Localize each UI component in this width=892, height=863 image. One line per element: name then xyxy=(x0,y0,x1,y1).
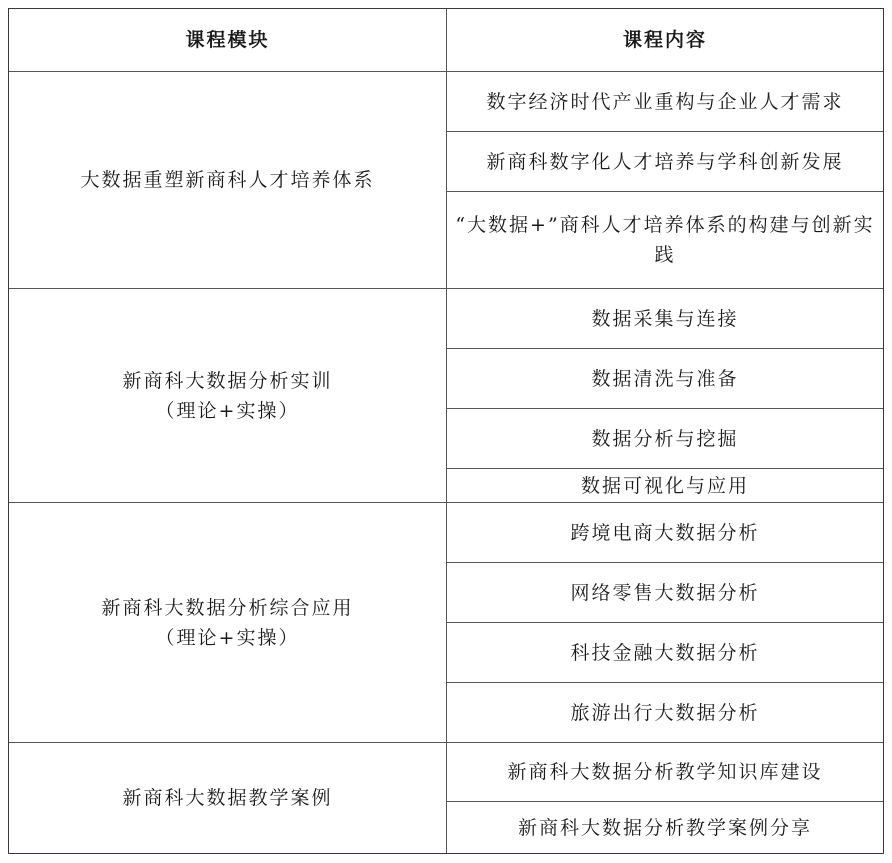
module-cell xyxy=(9,72,446,288)
content-item: 新商科数字化人才培养与学科创新发展 xyxy=(486,150,844,173)
module-title: 新商科大数据教学案例 xyxy=(122,787,333,809)
content-cell xyxy=(447,72,883,131)
module-cell xyxy=(9,289,446,502)
content-item: 网络零售大数据分析 xyxy=(570,581,760,604)
header-content-label: 课程内容 xyxy=(622,29,707,51)
content-cell xyxy=(447,503,883,562)
content-item: 数据采集与连接 xyxy=(591,307,739,330)
content-cell xyxy=(447,802,883,853)
module-note: （理论+实操） xyxy=(155,626,300,649)
content-item: 新商科大数据分析教学知识库建设 xyxy=(507,761,823,783)
content-cell xyxy=(447,563,883,622)
content-cell xyxy=(447,683,883,742)
content-item: 数字经济时代产业重构与企业人才需求 xyxy=(486,90,844,113)
header-module-label: 课程模块 xyxy=(185,29,270,51)
content-cell xyxy=(447,743,883,801)
header-content-cell xyxy=(447,9,883,71)
content-cell xyxy=(447,132,883,191)
content-cell xyxy=(447,409,883,468)
content-item: 新商科大数据分析教学案例分享 xyxy=(517,816,812,839)
module-note: （理论+实操） xyxy=(155,399,300,422)
content-item: 数据清洗与准备 xyxy=(591,367,739,390)
content-cell xyxy=(447,469,883,502)
content-cell xyxy=(447,349,883,408)
content-item: 科技金融大数据分析 xyxy=(570,641,760,664)
content-item: 数据可视化与应用 xyxy=(580,474,749,497)
course-table xyxy=(8,8,884,854)
module-cell xyxy=(9,503,446,742)
header-module-cell xyxy=(9,9,446,71)
module-cell xyxy=(9,743,446,853)
module-title: 新商科大数据分析综合应用 xyxy=(101,596,354,619)
content-cell xyxy=(447,192,883,288)
content-item: 旅游出行大数据分析 xyxy=(570,701,760,724)
content-item: 数据分析与挖掘 xyxy=(591,427,739,450)
content-cell xyxy=(447,623,883,682)
module-title: 大数据重塑新商科人才培养体系 xyxy=(80,169,375,191)
content-item: 跨境电商大数据分析 xyxy=(570,521,760,544)
content-item: “大数据+”商科人才培养体系的构建与创新实践 xyxy=(455,214,875,266)
module-title: 新商科大数据分析实训 xyxy=(122,369,333,392)
content-cell xyxy=(447,289,883,348)
